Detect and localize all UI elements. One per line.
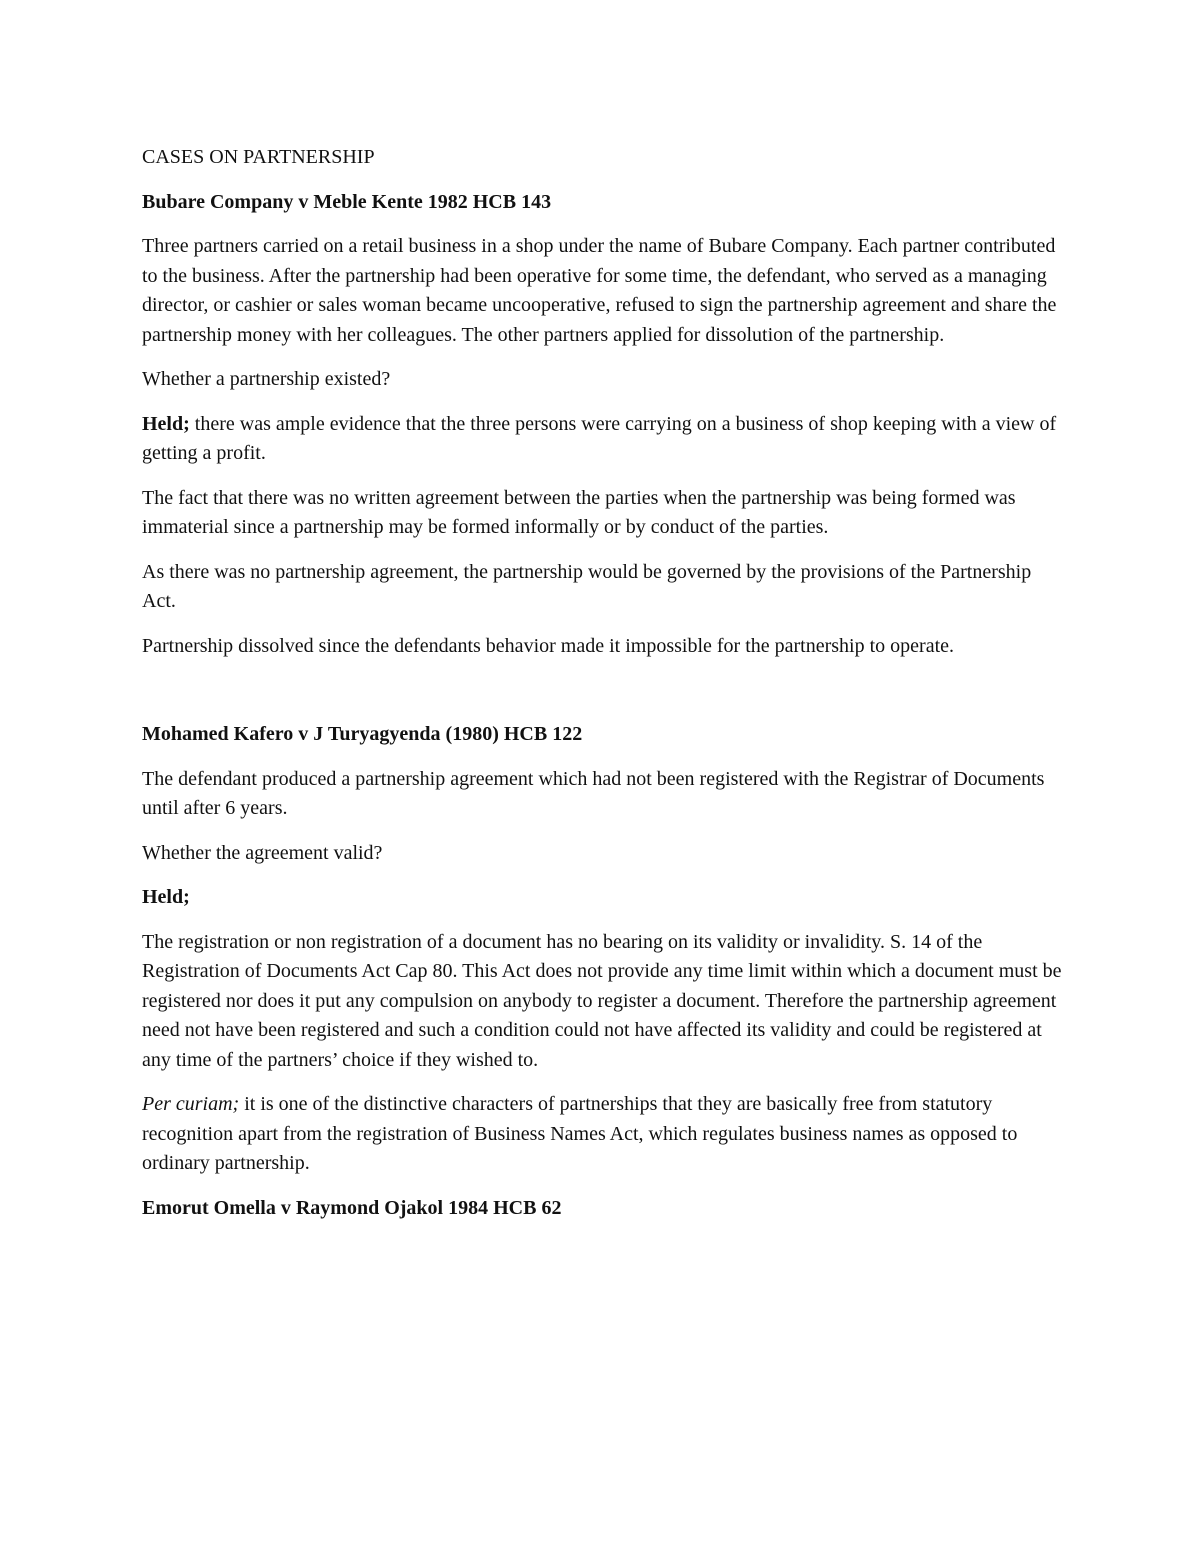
case-heading-kafero: Mohamed Kafero v J Turyagyenda (1980) HCB 122 — [142, 723, 583, 745]
case-point: Partnership dissolved since the defendants behavior made it impossible for the partnership to operate. — [142, 634, 955, 657]
case-issue: Whether the agreement valid? — [142, 841, 383, 864]
case-facts: Three partners carried on a retail business in a shop under the name of Bubare Company. Each partner contributed to the business. After the partnership had been operative for some time, the defendant, who served as a managing director, or cashier or sales woman became uncooperative, refused to sign the partnership agreement and share the partnership money with her colleagues. The other partners applied for dissolution of the partnership. — [142, 235, 1057, 346]
case-heading-bubare: Bubare Company v Meble Kente 1982 HCB 143 — [142, 190, 552, 213]
held-label: Held; — [142, 412, 190, 435]
case-heading-emorut: Emorut Omella v Raymond Ojakol 1984 HCB 62 — [142, 1196, 562, 1219]
spacer — [142, 676, 1062, 720]
held-text: there was ample evidence that the three persons were carrying on a business of shop keeping with a view of getting a profit. — [142, 412, 1057, 464]
per-curiam — [142, 1090, 1062, 1179]
case-facts: The defendant produced a partnership agreement which had not been registered with the Registrar of Documents until after 6 years. — [142, 767, 1045, 819]
case-point: As there was no partnership agreement, the partnership would be governed by the provisions of the Partnership Act. — [142, 560, 1032, 612]
document-body — [142, 143, 1062, 1238]
case-point: The fact that there was no written agreement between the parties when the partnership was being formed was immaterial since a partnership may be formed informally or by conduct of the parties. — [142, 486, 1016, 538]
per-curiam-text: it is one of the distinctive characters of partnerships that they are basically free from statutory recognition apart from the registration of Business Names Act, which regulates business names as opposed to ordinary partnership. — [142, 1093, 1018, 1174]
document-title: CASES ON PARTNERSHIP — [142, 146, 375, 168]
held-label: Held; — [142, 886, 190, 908]
per-curiam-label: Per curiam; — [142, 1093, 240, 1115]
case-held — [142, 410, 1062, 469]
held-heading — [142, 883, 1062, 913]
case-held-text: The registration or non registration of a document has no bearing on its validity or invalidity. S. 14 of the Registration of Documents Act Cap 80. This Act does not provide any time limit within which a document must be registered nor does it put any compulsion on anybody to register a document. Therefore the partnership agreement need not have been registered and such a condition could not have affected its validity and could be registered at any time of the partners’ choice if they wished to. — [142, 930, 1062, 1071]
case-issue: Whether a partnership existed? — [142, 368, 391, 390]
